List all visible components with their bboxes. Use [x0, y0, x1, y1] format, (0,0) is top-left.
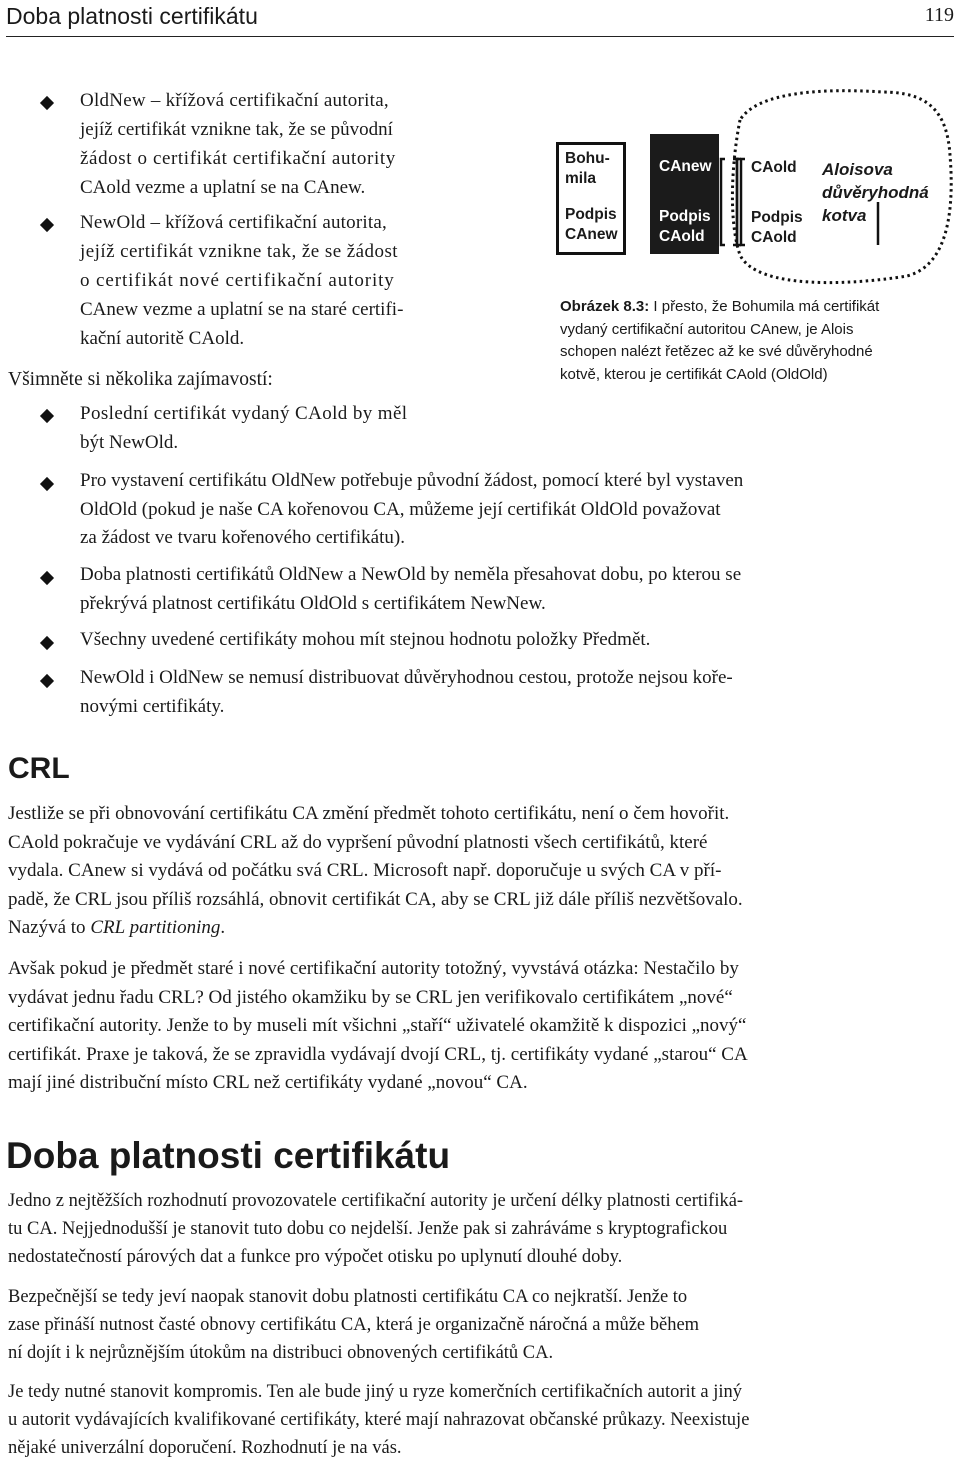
section-paragraph-2 — [8, 1283, 958, 1367]
text-line: za žádost ve tvaru kořenového certifikátu). — [80, 527, 405, 548]
certificate-canew — [650, 134, 719, 254]
figure-caption — [560, 296, 960, 386]
running-title: Doba platnosti certifikátu — [6, 3, 258, 29]
text-line: CAold pokračuje ve vydávání CRL až do vypršení původní platnosti všech certifikátů, které — [8, 831, 708, 853]
text-span: Nazývá to — [8, 917, 91, 938]
text-line: u autorit vydávajících kvalifikované certifikáty, které mají nahrazovat občanské průkazy. Neexistuje — [8, 1410, 750, 1430]
text-line: Doba platnosti certifikátů OldNew a NewOld by neměla přesahovat dobu, po kterou se — [80, 564, 742, 585]
text-line: Je tedy nutné stanovit kompromis. Ten ale bude jiný u ryze komerčních certifikačních autorit a jiný — [8, 1382, 743, 1402]
text-line: jejíž certifikát vznikne tak, že se původní — [80, 119, 393, 140]
text-line: OldOld (pokud je naše CA kořenovou CA, můžeme její certifikát OldOld považovat — [80, 498, 721, 520]
bullet-oldnew-request — [80, 467, 956, 553]
caption-line: kotvě, kterou je certifikát CAold (OldOld) — [560, 365, 828, 383]
text-span: . — [220, 917, 226, 938]
cert-subject: CAold — [751, 159, 797, 176]
crl-paragraph-1 — [8, 800, 958, 943]
caption-line: schopen nalézt řetězec až ke své důvěryhodné — [560, 343, 873, 360]
cert-signature-line: Podpis — [659, 208, 711, 225]
text-line: CAold vezme a uplatní se na CAnew. — [80, 177, 366, 198]
text-line: jejíž certifikát vznikne tak, že se žádost — [80, 241, 399, 262]
text-line: NewOld – křížová certifikační autorita, — [80, 212, 387, 233]
trust-anchor-label — [822, 158, 929, 227]
section-paragraph-1 — [8, 1187, 958, 1271]
anchor-line: kotva — [822, 206, 867, 225]
text-line: certifikační autority. Jenže to by museli mít všichni „staří“ uživatelé okamžitě k dispozici „nový“ — [8, 1015, 747, 1036]
caption-line: I přesto, že Bohumila má certifikát — [649, 298, 880, 315]
cert-subject-line: Bohu- — [565, 150, 610, 167]
text-line: Jedno z nejtěžších rozhodnutí provozovatele certifikační autority je určení délky platnosti certifiká- — [8, 1191, 744, 1211]
text-line — [8, 914, 958, 943]
text-line: žádost o certifikát certifikační autority — [80, 148, 396, 169]
page-header — [6, 0, 954, 37]
cert-signature-line: CAold — [659, 228, 705, 245]
bullet-oldnew — [80, 86, 510, 202]
text-line: CAnew vezme a uplatní se na staré certifi- — [80, 299, 404, 320]
cert-subject: CAnew — [659, 158, 712, 175]
text-line: Poslední certifikát vydaný CAold by měl — [80, 403, 408, 424]
text-line: padě, že CRL jsou příliš rozsáhlá, obnovit certifikát CA, aby se CRL již dále příliš nezvětšovalo. — [8, 888, 743, 910]
bullet-distribution — [80, 664, 956, 721]
text-line: NewOld i OldNew se nemusí distribuovat důvěryhodnou cestou, protože nejsou koře- — [80, 667, 733, 688]
text-line: OldNew – křížová certifikační autorita, — [80, 90, 389, 111]
text-line: Pro vystavení certifikátu OldNew potřebuje původní žádost, pomocí které byl vystaven — [80, 470, 744, 491]
text-line: nějaké univerzální doporučení. Rozhodnutí je na vás. — [8, 1438, 402, 1458]
figure-8-3 — [552, 80, 957, 480]
cert-subject — [559, 149, 623, 189]
bullet-validity-overlap — [80, 561, 956, 618]
text-line: certifikát. Praxe je taková, že se zpravidla vydávají dvojí CRL, tj. certifikáty vydané „starou“ CA — [8, 1043, 748, 1065]
cert-signature-line: Podpis — [565, 206, 617, 223]
text-line: Avšak pokud je předmět staré i nové certifikační autority totožný, vyvstává otázka: Nestačilo by — [8, 958, 739, 979]
text-line: zase přináší nutnost časté obnovy certifikátu CA, která je organizačně náročná a může během — [8, 1315, 700, 1335]
bullet-icon — [40, 218, 54, 232]
notice-intro: Všimněte si několika zajímavostí: — [8, 369, 273, 390]
bullet-icon — [40, 409, 54, 423]
caption-label: Obrázek 8.3: — [560, 298, 650, 315]
certificate-bohumila — [556, 142, 626, 255]
crl-paragraph-2 — [8, 955, 958, 1098]
text-line: Všechny uvedené certifikáty mohou mít stejnou hodnotu položky Předmět. — [80, 629, 651, 650]
text-line: Bezpečnější se tedy jeví naopak stanovit dobu platnosti certifikátu CA co nejkratší. Jenže to — [8, 1287, 688, 1307]
caption-line: vydaný certifikační autoritou CAnew, je Alois — [560, 320, 854, 338]
text-line: o certifikát nové certifikační autority — [80, 270, 395, 291]
cert-signature-line: CAold — [751, 229, 797, 246]
page-number: 119 — [924, 4, 954, 26]
term-crl-partitioning: CRL partitioning — [90, 917, 221, 938]
section-paragraph-3 — [8, 1378, 958, 1462]
bullet-icon — [40, 96, 54, 110]
bullet-icon — [40, 674, 54, 688]
bullet-icon — [40, 477, 54, 491]
text-line: vydávat jednu řadu CRL? Od jistého okamžiku by se CRL jen verifikovalo certifikátem „nové“ — [8, 986, 733, 1008]
section-heading: Doba platnosti certifikátu — [6, 1135, 451, 1176]
cert-signature-line: Podpis — [751, 209, 803, 226]
crl-heading: CRL — [8, 752, 70, 785]
text-line: kační autoritě CAold. — [80, 328, 245, 349]
cert-signature-line: CAnew — [565, 226, 618, 243]
cert-subject-line: mila — [565, 170, 597, 187]
text-line: novými certifikáty. — [80, 695, 225, 717]
bullet-last-certificate — [80, 399, 510, 457]
certificate-caold — [745, 142, 813, 254]
bullet-newold — [80, 208, 510, 353]
text-line: překrývá platnost certifikátu OldOld s certifikátem NewNew. — [80, 592, 546, 614]
text-line: vydala. CAnew si vydává od počátku svá CRL. Microsoft např. doporučuje u svých CA v pří- — [8, 860, 722, 881]
text-line: být NewOld. — [80, 432, 179, 453]
text-line: mají jiné distribuční místo CRL než certifikáty vydané „novou“ CA. — [8, 1072, 528, 1093]
cert-signature — [559, 205, 623, 245]
text-line: ní dojít i k nejrůznějším útokům na distribuci obnovených certifikátů CA. — [8, 1343, 554, 1363]
text-line: tu CA. Nejjednodušší je stanovit tuto dobu co nejdelší. Jenže pak si zahráváme s kryptografickou — [8, 1219, 728, 1239]
bullet-icon — [40, 636, 54, 650]
bullet-icon — [40, 571, 54, 585]
text-line: nedostatečností párových dat a funkce pro výpočet otisku po uplynutí dlouhé doby. — [8, 1247, 623, 1267]
anchor-line: Aloisova — [822, 160, 893, 179]
text-line: Jestliže se při obnovování certifikátu CA změní předmět tohoto certifikátu, není o čem hovořit. — [8, 803, 730, 824]
anchor-line: důvěryhodná — [822, 183, 929, 202]
bullet-same-subject — [80, 626, 956, 655]
cert-signature — [745, 208, 813, 248]
cert-signature — [653, 207, 716, 247]
